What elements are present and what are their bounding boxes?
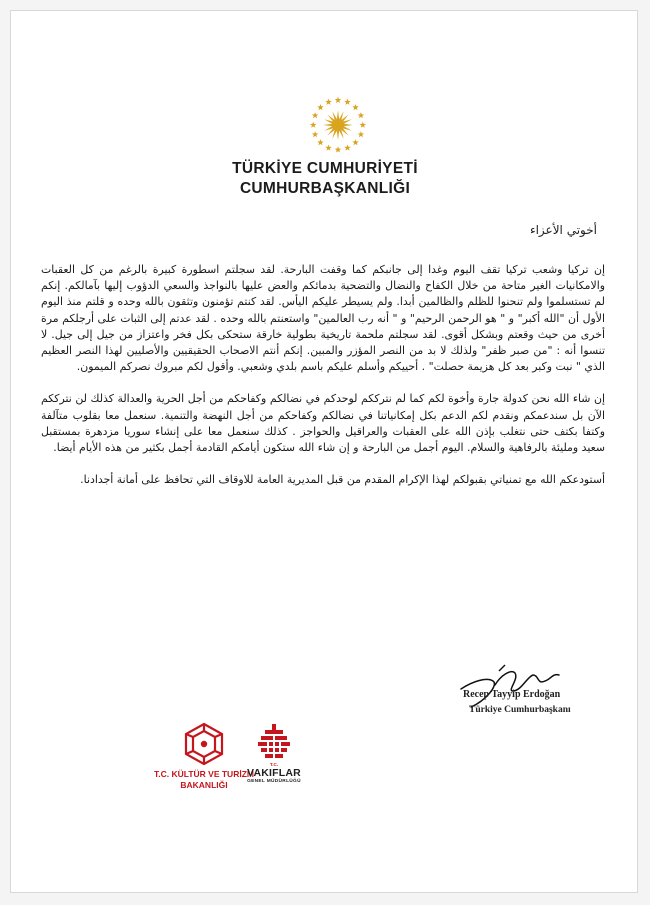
seal-star xyxy=(310,122,316,128)
seal-star xyxy=(344,99,350,105)
seal-star xyxy=(344,145,350,151)
vakiflar-name: VAKIFLAR xyxy=(247,767,301,779)
signatory-title: Türkiye Cumhurbaşkanı xyxy=(469,705,571,715)
letter-salutation: أخوتي الأعزاء xyxy=(529,223,597,237)
seal-star xyxy=(335,97,341,103)
seal-star xyxy=(335,146,341,152)
ktb-line-1: T.C. KÜLTÜR VE TURİZM xyxy=(154,769,254,779)
seal-sun-ray xyxy=(337,110,339,119)
letterhead-title xyxy=(11,159,639,199)
seal-star xyxy=(317,139,323,145)
presidential-seal-icon xyxy=(307,94,369,156)
seal-star xyxy=(312,112,318,118)
vakiflar-subtitle: GENEL MÜDÜRLÜĞÜ xyxy=(247,779,301,784)
seal-star xyxy=(325,99,331,105)
seal-star xyxy=(312,131,318,137)
seal-sun-ray xyxy=(337,130,339,139)
seal-star xyxy=(325,145,331,151)
letter-paragraph: إن شاء الله نحن كدولة جارة وأخوة لكم كما لم نترككم لوحدكم في نضالكم وكفاحكم من أجل الحرية والعدالة كذلك لن نترككم الآن بل سندعمكم ونقدم لكم الدعم بكل إمكانياتنا في نضالكم وكفاحكم من أجل النهضة والتنمية. سنعمل معا بقلوب متآلفة وكتفا بكتف حتى نتغلب بإذن الله على العقبات والعراقيل والحواجز . كذلك سنعمل معا على إنشاء سوريا مزدهرة بمستقبل سعيد ومليئة بالرفاهية والسلام. اليوم أجمل من البارحة و إن شاء الله ستكون أيامكم القادمة أجمل بكثير من هذه الأيام أيضا. xyxy=(41,392,605,455)
seal-sun-ray xyxy=(343,124,352,126)
seal-star xyxy=(352,104,358,110)
seal-sun-ray xyxy=(323,124,332,126)
seal-star xyxy=(360,122,366,128)
signatory-name: Recep Tayyip Erdoğan xyxy=(463,689,561,700)
letter-paragraph: إن تركيا وشعب تركيا تقف اليوم وغدا إلى جانبكم كما وقفت البارحة. لقد سجلتم اسطورة كبيرة بالرغم من كل العقبات والامكانيات الغير متاحة من خلال الكفاح والنضال والتضحية بدمائكم والعض عليها بالنواجذ والسعي الدؤوب إليها بآمالكم. إنكم لم تستسلموا ولم تنحنوا للظلم والظالمين أبدا. ولم يسيطر عليكم اليأس. لقد كنتم تؤمنون وتثقون بالله وحده و قلتم منذ اليوم الأول أن "الله أكبر" و " هو الرحمن الرحيم" و " أنه رب العالمين" واستعنتم بالله وحده . لقد عدتم إلى الثبات على أرجلكم مرة أخرى من حيث وقعتم وبشكل أقوى. لقد سجلتم ملحمة تاريخية بطولية خارقة ستحكى بكل فخر واعتزاز من جيل إلى جيل. لا تنسوا أنه : "من صبر ظفر" ولذلك لا بد من النصر المؤزر والمبين. إنكم أنتم الاصحاب الحقيقيين والأصليين لهذا النصر العظيم الذي " نبت وكبر بعد كل هزيمة حصلت" . أحييكم وأسلم عليكم باسم بلدي وشعبي. وأقول لكم مبروك نصركم الميمون. xyxy=(41,263,605,374)
vakiflar-emblem-icon xyxy=(256,723,292,761)
ktb-line-2: BAKANLIĞI xyxy=(180,780,228,790)
letter-page xyxy=(10,10,638,893)
ktb-emblem-icon xyxy=(183,721,225,767)
letter-paragraph: أستودعكم الله مع تمنياتي بقبولكم لهذا الإكرام المقدم من قبل المديرية العامة للاوقاف التي تحافظ على أمانة أجدادنا. xyxy=(80,473,605,487)
seal-star xyxy=(358,131,364,137)
seal-star xyxy=(352,139,358,145)
seal-sun-core xyxy=(332,119,344,131)
letterhead-line-2: CUMHURBAŞKANLIĞI xyxy=(239,180,411,197)
vakiflar-logo xyxy=(239,723,309,784)
vakiflar-tc: T.C. xyxy=(269,762,278,767)
letter-body xyxy=(41,262,605,504)
letterhead-line-1: TÜRKİYE CUMHURİYETİ xyxy=(232,160,418,177)
seal-star xyxy=(358,112,364,118)
seal-star xyxy=(317,104,323,110)
